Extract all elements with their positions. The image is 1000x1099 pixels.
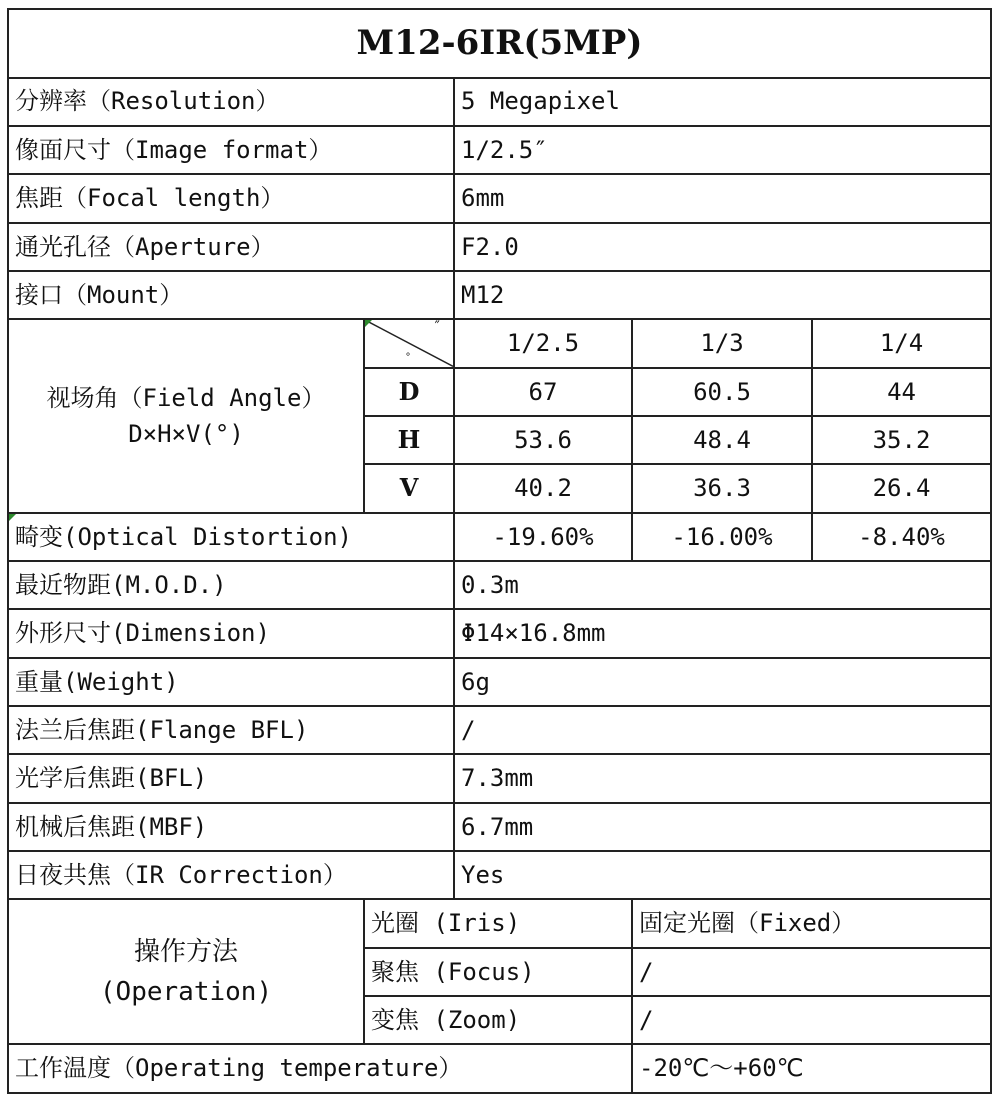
operation-item-label: 变焦 (Zoom)	[364, 996, 632, 1044]
cell-comment-marker	[9, 514, 16, 521]
title-row	[8, 9, 991, 78]
operation-item-value: /	[632, 948, 991, 996]
angle-value: 48.4	[632, 416, 812, 464]
distortion-label-text: 畸变(Optical Distortion)	[15, 522, 352, 551]
spec-value: 1/2.5″	[454, 126, 991, 174]
spec-row-bfl	[8, 754, 991, 802]
field-angle-label-line1: 视场角（Field Angle）	[46, 383, 326, 412]
axis-label: V	[364, 464, 454, 512]
spec-row-weight	[8, 658, 991, 706]
spec-value: /	[454, 706, 991, 754]
distortion-label	[8, 513, 454, 561]
spec-label: 通光孔径（Aperture）	[8, 223, 454, 271]
angle-value: 40.2	[454, 464, 632, 512]
operation-label-line1: 操作方法	[133, 936, 238, 967]
spec-label: 法兰后焦距(Flange BFL)	[8, 706, 454, 754]
distortion-value: -16.00%	[632, 513, 812, 561]
angle-value: 53.6	[454, 416, 632, 464]
operation-item-value: /	[632, 996, 991, 1044]
spec-label: 日夜共焦（IR Correction）	[8, 851, 454, 899]
spec-value: 7.3mm	[454, 754, 991, 802]
format-header: 1/3	[632, 319, 812, 367]
spec-row-resolution	[8, 78, 991, 126]
spec-row-ir-correction	[8, 851, 991, 899]
field-angle-label	[8, 319, 364, 512]
spec-label: 最近物距(M.O.D.)	[8, 561, 454, 609]
angle-value: 44	[812, 368, 991, 416]
spec-table	[7, 8, 992, 1094]
spec-value: Φ14×16.8mm	[454, 609, 991, 657]
spec-row-focal-length	[8, 174, 991, 222]
product-title: M12-6IR(5MP)	[8, 9, 991, 78]
spec-value: 6mm	[454, 174, 991, 222]
field-angle-header-row	[8, 319, 991, 367]
operation-item-label: 光圈 (Iris)	[364, 899, 632, 947]
spec-label: 重量(Weight)	[8, 658, 454, 706]
spec-label: 像面尺寸（Image format）	[8, 126, 454, 174]
spec-row-image-format	[8, 126, 991, 174]
operation-item-label: 聚焦 (Focus)	[364, 948, 632, 996]
spec-value: Yes	[454, 851, 991, 899]
distortion-row	[8, 513, 991, 561]
temperature-row	[8, 1044, 991, 1093]
spec-value: F2.0	[454, 223, 991, 271]
spec-label: 机械后焦距(MBF)	[8, 803, 454, 851]
axis-label: H	[364, 416, 454, 464]
spec-row-mount	[8, 271, 991, 319]
spec-label: 光学后焦距(BFL)	[8, 754, 454, 802]
spec-value: M12	[454, 271, 991, 319]
spec-row-flange-bfl	[8, 706, 991, 754]
spec-value: 6.7mm	[454, 803, 991, 851]
angle-value: 60.5	[632, 368, 812, 416]
angle-value: 26.4	[812, 464, 991, 512]
spec-row-mod	[8, 561, 991, 609]
spec-label: 外形尺寸(Dimension)	[8, 609, 454, 657]
angle-value: 35.2	[812, 416, 991, 464]
format-header: 1/2.5	[454, 319, 632, 367]
spec-label: 分辨率（Resolution）	[8, 78, 454, 126]
operation-label	[8, 899, 364, 1044]
spec-row-dimension	[8, 609, 991, 657]
operation-row-iris	[8, 899, 991, 947]
spec-label: 焦距（Focal length）	[8, 174, 454, 222]
corner-mark-top: ″	[433, 319, 442, 336]
spec-value: 5 Megapixel	[454, 78, 991, 126]
distortion-value: -8.40%	[812, 513, 991, 561]
format-header: 1/4	[812, 319, 991, 367]
spec-value: 6g	[454, 658, 991, 706]
temperature-value: -20℃～+60℃	[632, 1044, 991, 1093]
field-angle-label-line2: D×H×V(°)	[128, 419, 244, 448]
spec-row-mbf	[8, 803, 991, 851]
temperature-label: 工作温度（Operating temperature）	[8, 1044, 632, 1093]
spec-label: 接口（Mount）	[8, 271, 454, 319]
distortion-value: -19.60%	[454, 513, 632, 561]
axis-label: D	[364, 368, 454, 416]
operation-label-line2: (Operation)	[99, 976, 273, 1007]
angle-value: 67	[454, 368, 632, 416]
spec-value: 0.3m	[454, 561, 991, 609]
corner-mark-bottom: °	[405, 352, 412, 364]
spec-row-aperture	[8, 223, 991, 271]
diagonal-header-cell	[364, 319, 454, 367]
angle-value: 36.3	[632, 464, 812, 512]
cell-comment-marker	[365, 320, 372, 327]
operation-item-value: 固定光圈（Fixed）	[632, 899, 991, 947]
